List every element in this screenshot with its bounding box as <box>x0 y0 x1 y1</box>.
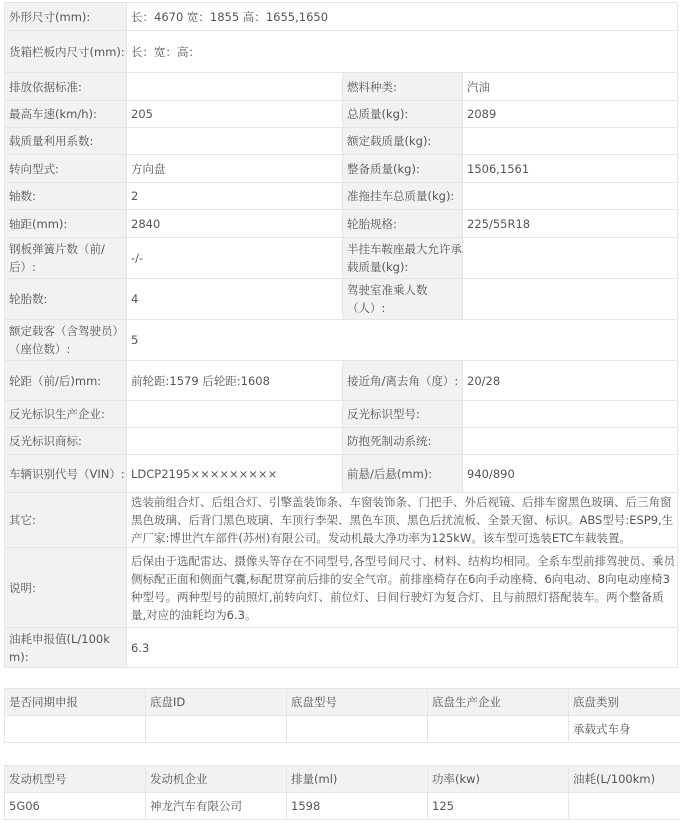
spec-value: 1506,1561 <box>463 155 678 183</box>
header-row <box>5 689 680 716</box>
column-header: 发动机企业 <box>146 766 287 793</box>
table-cell <box>428 716 569 743</box>
spec-label: 反光标识型号: <box>343 401 463 428</box>
spec-row <box>5 548 678 628</box>
spec-label: 说明: <box>5 548 127 628</box>
spec-row <box>5 279 678 320</box>
spec-label: 接近角/离去角（度）: <box>343 361 463 401</box>
spec-value: 2 <box>127 183 343 210</box>
spec-row <box>5 320 678 361</box>
spec-value: 20/28 <box>463 361 678 401</box>
spec-value: 6.3 <box>127 628 678 668</box>
spec-label: 油耗申报值(L/100km): <box>5 628 127 668</box>
spec-label: 额定载质量(kg): <box>343 128 463 155</box>
spec-label: 轮距（前/后)mm: <box>5 361 127 401</box>
spec-label: 轮胎规格: <box>343 210 463 238</box>
table-cell <box>5 716 146 743</box>
table-cell: 125 <box>428 793 569 820</box>
spec-row <box>5 3 678 31</box>
spec-row <box>5 128 678 155</box>
spec-row <box>5 73 678 101</box>
spec-value: LDCP2195××××××××× <box>127 455 343 493</box>
spec-value <box>463 401 678 428</box>
spec-label: 准拖挂车总质量(kg): <box>343 183 463 210</box>
spec-value <box>463 183 678 210</box>
spec-row <box>5 455 678 493</box>
table-row <box>5 793 680 820</box>
spec-value <box>463 428 678 455</box>
spec-row <box>5 401 678 428</box>
table-cell <box>287 716 428 743</box>
spec-value: 方向盘 <box>127 155 343 183</box>
column-header: 是否同期申报 <box>5 689 146 716</box>
spec-value <box>463 238 678 279</box>
spec-value: 选装前组合灯、后组合灯、引擎盖装饰条、车窗装饰条、门把手、外后视镜、后排车窗黑色玻璃、后三角窗黑色玻璃、后背门黑色玻璃、车顶行李架、黑色车顶、黑色后扰流板、全景天窗、标识。ABS型号:ESP9,生产厂家:博世汽车部件(苏州)有限公司。发动机最大净功率为125kW。该车型可选装ETC车载装置。 <box>127 493 678 548</box>
spec-row <box>5 155 678 183</box>
spec-row <box>5 101 678 128</box>
spec-label: 最高车速(km/h): <box>5 101 127 128</box>
spec-row <box>5 183 678 210</box>
spec-value: 225/55R18 <box>463 210 678 238</box>
spec-row <box>5 628 678 668</box>
table-cell: 神龙汽车有限公司 <box>146 793 287 820</box>
spec-label: 驾驶室准乘人数（人）: <box>343 279 463 320</box>
spec-value: 940/890 <box>463 455 678 493</box>
spec-value: 5 <box>127 320 678 361</box>
column-header: 底盘生产企业 <box>428 689 569 716</box>
spec-label: 燃料种类: <box>343 73 463 101</box>
spec-label: 钢板弹簧片数（前/后）: <box>5 238 127 279</box>
spec-value <box>463 128 678 155</box>
spec-value: 长：宽：高： <box>127 31 678 73</box>
column-header: 油耗(L/100km) <box>569 766 680 793</box>
spec-row <box>5 210 678 238</box>
spec-label: 轴距(mm): <box>5 210 127 238</box>
table-row <box>5 716 680 743</box>
spec-label: 外形尺寸(mm): <box>5 3 127 31</box>
table-cell <box>569 793 680 820</box>
spec-label: 前悬/后悬(mm): <box>343 455 463 493</box>
column-header: 底盘型号 <box>287 689 428 716</box>
column-header: 排量(ml) <box>287 766 428 793</box>
spec-value: 4 <box>127 279 343 320</box>
spec-value <box>127 428 343 455</box>
spec-value: 2840 <box>127 210 343 238</box>
spec-row <box>5 31 678 73</box>
column-header: 发动机型号 <box>5 766 146 793</box>
spec-label: 转向型式: <box>5 155 127 183</box>
engine-table <box>4 765 680 820</box>
spec-label: 排放依据标准: <box>5 73 127 101</box>
spec-label: 轴数: <box>5 183 127 210</box>
spec-value: 长：4670 宽：1855 高：1655,1650 <box>127 3 678 31</box>
column-header: 功率(kw) <box>428 766 569 793</box>
spec-label: 总质量(kg): <box>343 101 463 128</box>
spec-label: 轮胎数: <box>5 279 127 320</box>
spec-value <box>127 73 343 101</box>
table-cell: 5G06 <box>5 793 146 820</box>
spec-value: 汽油 <box>463 73 678 101</box>
column-header: 底盘ID <box>146 689 287 716</box>
chassis-table <box>4 688 680 743</box>
spec-value: 前轮距:1579 后轮距:1608 <box>127 361 343 401</box>
spec-row <box>5 428 678 455</box>
spec-label: 额定载客（含驾驶员）（座位数）: <box>5 320 127 361</box>
spec-label: 其它: <box>5 493 127 548</box>
spec-label: 载质量利用系数: <box>5 128 127 155</box>
table-cell <box>146 716 287 743</box>
spec-label: 反光标识生产企业: <box>5 401 127 428</box>
spec-row <box>5 361 678 401</box>
spec-value <box>127 128 343 155</box>
table-cell: 1598 <box>287 793 428 820</box>
header-row <box>5 766 680 793</box>
spec-value: -/- <box>127 238 343 279</box>
spec-label: 整备质量(kg): <box>343 155 463 183</box>
column-header: 底盘类别 <box>569 689 680 716</box>
spec-label: 货箱栏板内尺寸(mm): <box>5 31 127 73</box>
vehicle-spec-table <box>4 2 678 668</box>
spec-label: 反光标识商标: <box>5 428 127 455</box>
spec-label: 半挂车鞍座最大允许承载质量(kg): <box>343 238 463 279</box>
spec-label: 车辆识别代号（VIN）: <box>5 455 127 493</box>
spec-label: 防抱死制动系统: <box>343 428 463 455</box>
table-cell: 承载式车身 <box>569 716 680 743</box>
spec-row <box>5 238 678 279</box>
spec-value <box>463 279 678 320</box>
spec-row <box>5 493 678 548</box>
spec-value: 205 <box>127 101 343 128</box>
spec-value: 后保由于选配雷达、摄像头等存在不同型号,各型号间尺寸、材料、结构均相同。全系车型前排驾驶员、乘员侧标配正面和侧面气囊,标配贯穿前后排的安全气帘。前排座椅存在6向手动座椅、6向电动、8向电动座椅3种型号。两种型号的前照灯,前转向灯、前位灯、日间行驶灯为复合灯、且与前照灯搭配装车。两个整备质量,对应的油耗均为6.3。 <box>127 548 678 628</box>
spec-value: 2089 <box>463 101 678 128</box>
spec-value <box>127 401 343 428</box>
